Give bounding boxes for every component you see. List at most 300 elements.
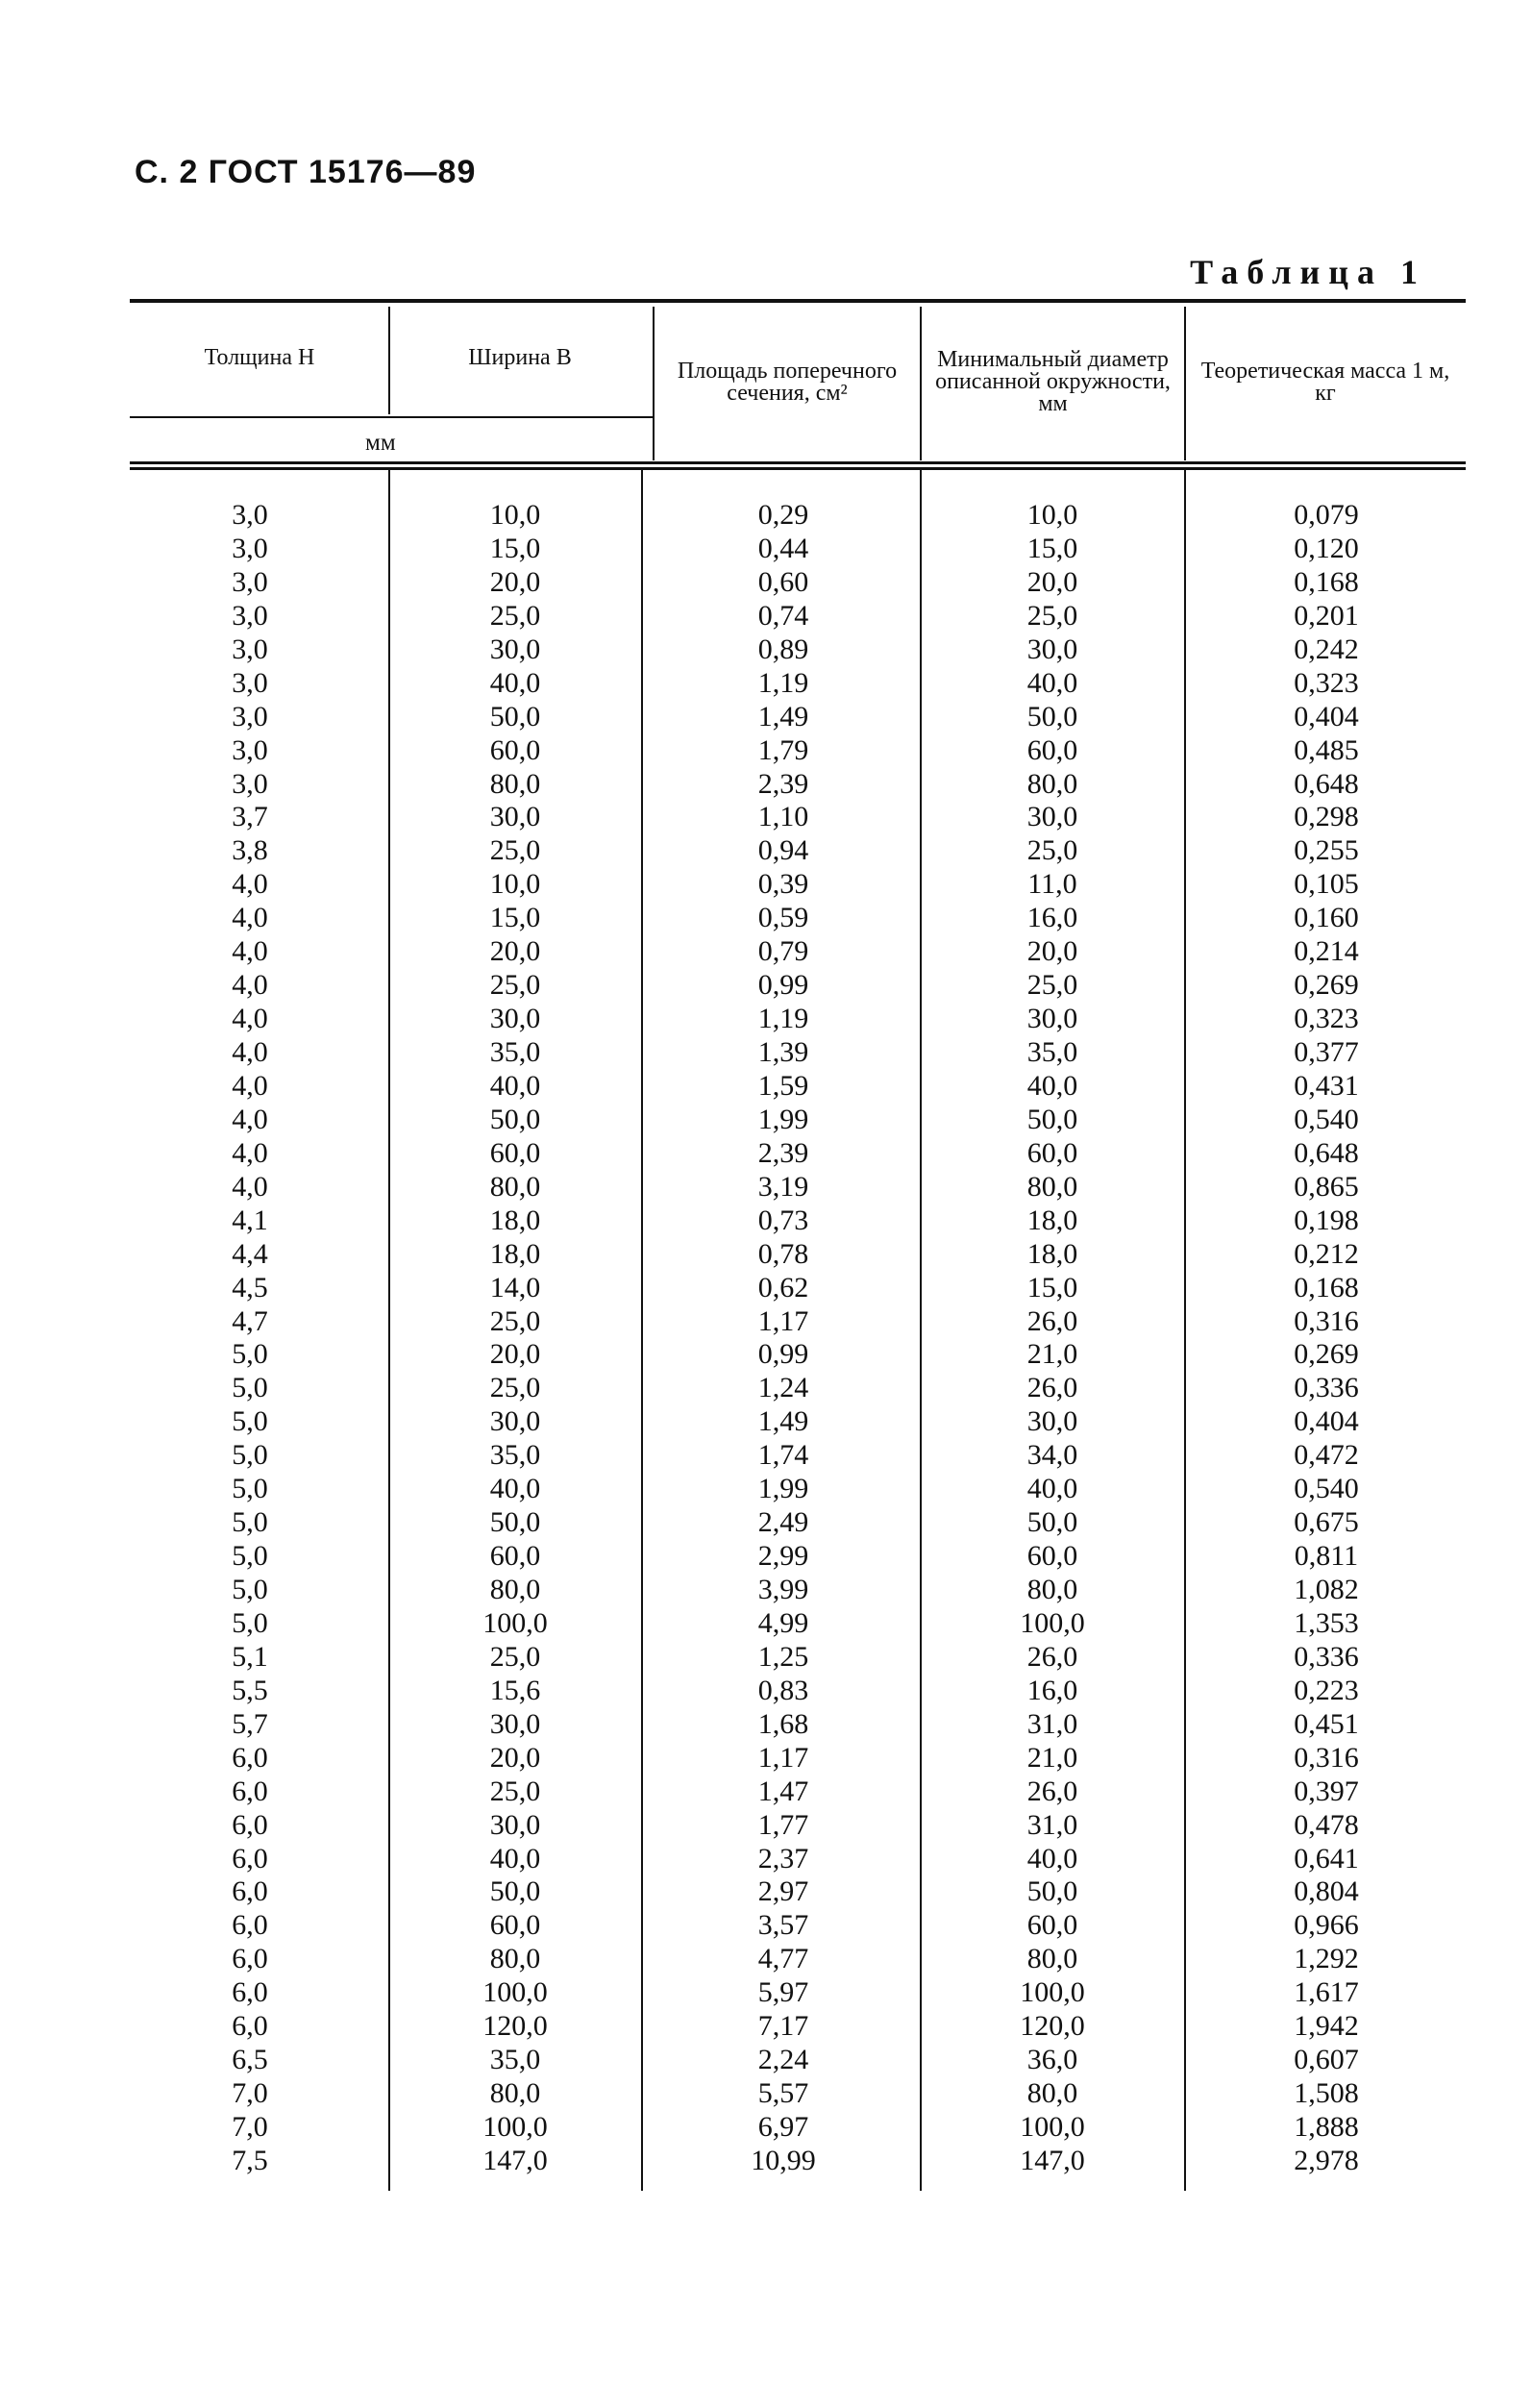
cell-area: 0,99 (757, 1338, 809, 1371)
cell-area: 0,62 (757, 1271, 809, 1303)
table-row (130, 1775, 1466, 1809)
table-row (130, 1272, 1466, 1305)
table-caption: Таблица 1 (1190, 253, 1426, 291)
cell-mass: 0,160 (1294, 902, 1359, 934)
table-row (130, 1171, 1466, 1204)
cell-thickness: 5,0 (232, 1372, 268, 1404)
cell-thickness: 4,7 (232, 1304, 268, 1337)
cell-thickness: 4,0 (232, 868, 268, 901)
table-row (130, 1003, 1466, 1036)
cell-area: 1,49 (757, 1405, 809, 1438)
table-row (130, 2111, 1466, 2145)
cell-thickness: 7,0 (232, 2111, 268, 2143)
cell-width: 100,0 (482, 2111, 548, 2143)
cell-thickness: 3,0 (232, 532, 268, 564)
table-row (130, 701, 1466, 734)
cell-diameter: 30,0 (1026, 1405, 1078, 1438)
cell-mass: 0,397 (1294, 1775, 1359, 1807)
cell-diameter: 21,0 (1026, 1741, 1078, 1774)
cell-width: 25,0 (489, 1372, 541, 1404)
cell-width: 80,0 (489, 2077, 541, 2110)
cell-area: 0,29 (757, 499, 809, 531)
cell-width: 50,0 (489, 700, 541, 732)
cell-thickness: 3,0 (232, 499, 268, 531)
cell-width: 100,0 (482, 1976, 548, 2009)
cell-mass: 0,168 (1294, 565, 1359, 598)
cell-mass: 2,978 (1294, 2144, 1359, 2176)
cell-thickness: 4,0 (232, 935, 268, 968)
table-row (130, 1439, 1466, 1473)
table-row (130, 768, 1466, 802)
cell-diameter: 60,0 (1026, 733, 1078, 766)
cell-area: 1,39 (757, 1036, 809, 1068)
cell-thickness: 3,0 (232, 733, 268, 766)
cell-mass: 0,540 (1294, 1473, 1359, 1505)
cell-mass: 0,675 (1294, 1506, 1359, 1539)
cell-mass: 1,888 (1294, 2111, 1359, 2143)
cell-mass: 0,269 (1294, 969, 1359, 1002)
table-row (130, 1875, 1466, 1909)
cell-diameter: 80,0 (1026, 1574, 1078, 1605)
cell-mass: 0,404 (1294, 1405, 1359, 1438)
cell-thickness: 3,8 (232, 834, 268, 867)
cell-thickness: 4,0 (232, 1069, 268, 1102)
header-divider (1184, 307, 1186, 460)
cell-diameter: 60,0 (1026, 1136, 1078, 1169)
cell-diameter: 30,0 (1026, 633, 1078, 665)
header-mass: Теоретическая масса 1 м, кг (1200, 358, 1450, 406)
cell-area: 10,99 (751, 2144, 816, 2176)
cell-mass: 0,223 (1294, 1674, 1359, 1706)
table-row (130, 1607, 1466, 1641)
cell-diameter: 36,0 (1026, 2044, 1078, 2076)
header-divider (653, 307, 655, 460)
cell-area: 1,24 (757, 1372, 809, 1404)
cell-area: 0,89 (757, 633, 809, 665)
cell-width: 35,0 (489, 2044, 541, 2076)
cell-thickness: 4,0 (232, 902, 268, 934)
cell-thickness: 6,0 (232, 1775, 268, 1807)
table-row (130, 1809, 1466, 1843)
cell-area: 1,19 (757, 1003, 809, 1035)
cell-width: 25,0 (489, 834, 541, 867)
table-row (130, 2010, 1466, 2044)
cell-diameter: 31,0 (1026, 1707, 1078, 1740)
table-row (130, 633, 1466, 667)
cell-area: 4,77 (757, 1943, 809, 1975)
cell-diameter: 25,0 (1026, 834, 1078, 867)
cell-area: 7,17 (757, 2010, 809, 2043)
cell-width: 50,0 (489, 1103, 541, 1135)
table-row (130, 969, 1466, 1003)
cell-mass: 0,298 (1294, 801, 1359, 833)
table-row (130, 2145, 1466, 2178)
cell-diameter: 40,0 (1026, 1473, 1078, 1505)
cell-area: 1,49 (757, 700, 809, 732)
table-row (130, 2044, 1466, 2077)
cell-diameter: 15,0 (1026, 532, 1078, 564)
cell-area: 1,74 (757, 1439, 809, 1472)
cell-area: 4,99 (757, 1606, 809, 1639)
cell-width: 60,0 (489, 733, 541, 766)
cell-diameter: 147,0 (1020, 2144, 1085, 2176)
cell-thickness: 6,0 (232, 1943, 268, 1975)
table-row (130, 1540, 1466, 1574)
cell-width: 35,0 (489, 1439, 541, 1472)
cell-area: 2,24 (757, 2044, 809, 2076)
cell-thickness: 6,0 (232, 1909, 268, 1942)
cell-thickness: 6,0 (232, 1741, 268, 1774)
cell-thickness: 3,0 (232, 633, 268, 665)
cell-mass: 0,804 (1294, 1875, 1359, 1908)
cell-width: 20,0 (489, 1741, 541, 1774)
cell-thickness: 5,0 (232, 1506, 268, 1539)
cell-area: 2,39 (757, 767, 809, 800)
cell-mass: 0,323 (1294, 1003, 1359, 1035)
table-row (130, 1574, 1466, 1607)
cell-mass: 0,472 (1294, 1439, 1359, 1472)
table-row (130, 1909, 1466, 1943)
cell-diameter: 34,0 (1026, 1439, 1078, 1472)
cell-mass: 0,120 (1294, 532, 1359, 564)
cell-mass: 0,198 (1294, 1204, 1359, 1236)
table-row (130, 533, 1466, 566)
table-row (130, 1976, 1466, 2010)
cell-thickness: 5,7 (232, 1707, 268, 1740)
table-row (130, 499, 1466, 533)
cell-width: 20,0 (489, 565, 541, 598)
cell-mass: 0,323 (1294, 666, 1359, 699)
cell-diameter: 10,0 (1026, 499, 1078, 531)
cell-mass: 0,316 (1294, 1741, 1359, 1774)
cell-mass: 0,540 (1294, 1103, 1359, 1135)
header-divider (920, 307, 922, 460)
cell-width: 14,0 (489, 1271, 541, 1303)
table-row (130, 1036, 1466, 1070)
cell-area: 0,83 (757, 1674, 809, 1706)
cell-width: 60,0 (489, 1909, 541, 1942)
cell-width: 25,0 (489, 1775, 541, 1807)
cell-thickness: 3,0 (232, 767, 268, 800)
cell-width: 30,0 (489, 1808, 541, 1841)
cell-mass: 0,316 (1294, 1304, 1359, 1337)
table-header (130, 303, 1466, 461)
cell-mass: 0,404 (1294, 700, 1359, 732)
table-row (130, 566, 1466, 600)
cell-mass: 0,105 (1294, 868, 1359, 901)
cell-width: 18,0 (489, 1204, 541, 1236)
cell-diameter: 18,0 (1026, 1237, 1078, 1270)
cell-width: 10,0 (489, 868, 541, 901)
cell-width: 30,0 (489, 801, 541, 833)
cell-diameter: 80,0 (1026, 2077, 1078, 2110)
cell-thickness: 7,5 (232, 2144, 268, 2176)
header-thickness: Толщина H (204, 345, 315, 370)
table-row (130, 1675, 1466, 1708)
cell-diameter: 21,0 (1026, 1338, 1078, 1371)
cell-thickness: 5,5 (232, 1674, 268, 1706)
cell-mass: 1,082 (1294, 1574, 1359, 1605)
cell-width: 15,0 (489, 532, 541, 564)
cell-thickness: 3,7 (232, 801, 268, 833)
cell-thickness: 4,0 (232, 1170, 268, 1203)
cell-diameter: 26,0 (1026, 1640, 1078, 1673)
cell-mass: 0,811 (1294, 1540, 1359, 1573)
cell-width: 80,0 (489, 1574, 541, 1605)
cell-diameter: 11,0 (1027, 868, 1077, 901)
cell-mass: 0,478 (1294, 1808, 1359, 1841)
header-diameter: Минимальный диаметр описанной окружности, мм (935, 347, 1171, 416)
cell-thickness: 4,0 (232, 1003, 268, 1035)
cell-diameter: 40,0 (1026, 1842, 1078, 1874)
table-row (130, 1708, 1466, 1742)
table-row (130, 1338, 1466, 1372)
cell-mass: 0,648 (1294, 1136, 1359, 1169)
cell-area: 1,68 (757, 1707, 809, 1740)
cell-area: 2,37 (757, 1842, 809, 1874)
cell-diameter: 50,0 (1026, 1103, 1078, 1135)
cell-diameter: 26,0 (1026, 1304, 1078, 1337)
cell-diameter: 60,0 (1026, 1540, 1078, 1573)
cell-thickness: 5,0 (232, 1473, 268, 1505)
cell-area: 0,94 (757, 834, 809, 867)
cell-area: 0,99 (757, 969, 809, 1002)
cell-diameter: 80,0 (1026, 1943, 1078, 1975)
cell-mass: 0,214 (1294, 935, 1359, 968)
table-row (130, 1137, 1466, 1171)
cell-mass: 0,242 (1294, 633, 1359, 665)
cell-width: 40,0 (489, 1473, 541, 1505)
cell-diameter: 15,0 (1026, 1271, 1078, 1303)
cell-width: 80,0 (489, 1943, 541, 1975)
cell-area: 3,99 (757, 1574, 809, 1605)
cell-thickness: 3,0 (232, 599, 268, 632)
table-row (130, 1641, 1466, 1675)
cell-area: 0,44 (757, 532, 809, 564)
cell-area: 1,79 (757, 733, 809, 766)
header-width: Ширина B (468, 345, 572, 370)
cell-thickness: 3,0 (232, 666, 268, 699)
cell-thickness: 5,0 (232, 1405, 268, 1438)
cell-diameter: 40,0 (1026, 1069, 1078, 1102)
cell-diameter: 20,0 (1026, 935, 1078, 968)
cell-mass: 0,966 (1294, 1909, 1359, 1942)
cell-diameter: 26,0 (1026, 1372, 1078, 1404)
cell-area: 0,73 (757, 1204, 809, 1236)
cell-mass: 0,336 (1294, 1372, 1359, 1404)
cell-width: 50,0 (489, 1875, 541, 1908)
cell-diameter: 20,0 (1026, 565, 1078, 598)
cell-thickness: 3,0 (232, 700, 268, 732)
cell-thickness: 5,0 (232, 1574, 268, 1605)
cell-width: 80,0 (489, 1170, 541, 1203)
cell-mass: 0,269 (1294, 1338, 1359, 1371)
cell-width: 15,0 (489, 902, 541, 934)
cell-diameter: 80,0 (1026, 1170, 1078, 1203)
cell-diameter: 50,0 (1026, 1506, 1078, 1539)
cell-width: 10,0 (489, 499, 541, 531)
header-units-rule (130, 416, 654, 418)
cell-width: 25,0 (489, 969, 541, 1002)
cell-mass: 0,168 (1294, 1271, 1359, 1303)
cell-area: 1,99 (757, 1103, 809, 1135)
cell-area: 2,49 (757, 1506, 809, 1539)
table-row (130, 834, 1466, 868)
cell-mass: 0,641 (1294, 1842, 1359, 1874)
table-row (130, 1238, 1466, 1272)
cell-thickness: 5,0 (232, 1338, 268, 1371)
table-row (130, 935, 1466, 969)
cell-area: 2,99 (757, 1540, 809, 1573)
cell-area: 0,60 (757, 565, 809, 598)
header-area: Площадь поперечного сечения, см² (677, 358, 898, 406)
cell-thickness: 5,0 (232, 1606, 268, 1639)
cell-thickness: 6,0 (232, 1842, 268, 1874)
cell-mass: 1,508 (1294, 2077, 1359, 2110)
cell-thickness: 6,0 (232, 1875, 268, 1908)
cell-area: 5,57 (757, 2077, 809, 2110)
cell-area: 0,78 (757, 1237, 809, 1270)
cell-diameter: 100,0 (1020, 1976, 1085, 2009)
cell-thickness: 6,0 (232, 1808, 268, 1841)
cell-diameter: 100,0 (1020, 2111, 1085, 2143)
cell-diameter: 40,0 (1026, 666, 1078, 699)
cell-area: 0,59 (757, 902, 809, 934)
cell-diameter: 120,0 (1020, 2010, 1085, 2043)
cell-mass: 0,212 (1294, 1237, 1359, 1270)
table-row (130, 734, 1466, 768)
cell-diameter: 18,0 (1026, 1204, 1078, 1236)
cell-width: 20,0 (489, 1338, 541, 1371)
cell-mass: 0,451 (1294, 1707, 1359, 1740)
table-row (130, 1104, 1466, 1137)
cell-thickness: 6,0 (232, 2010, 268, 2043)
cell-width: 30,0 (489, 1405, 541, 1438)
table-row (130, 801, 1466, 834)
table-row (130, 1305, 1466, 1339)
cell-width: 147,0 (482, 2144, 548, 2176)
cell-area: 2,97 (757, 1875, 809, 1908)
cell-mass: 1,617 (1294, 1976, 1359, 2009)
cell-thickness: 4,4 (232, 1237, 268, 1270)
header-units-mm: мм (365, 430, 396, 456)
cell-diameter: 26,0 (1026, 1775, 1078, 1807)
cell-width: 60,0 (489, 1540, 541, 1573)
table-row (130, 1405, 1466, 1439)
cell-diameter: 50,0 (1026, 700, 1078, 732)
cell-width: 30,0 (489, 1003, 541, 1035)
cell-area: 1,77 (757, 1808, 809, 1841)
cell-mass: 0,607 (1294, 2044, 1359, 2076)
cell-mass: 1,292 (1294, 1943, 1359, 1975)
cell-area: 6,97 (757, 2111, 809, 2143)
cell-width: 35,0 (489, 1036, 541, 1068)
table-row (130, 902, 1466, 935)
cell-width: 50,0 (489, 1506, 541, 1539)
table-row (130, 600, 1466, 633)
table-row (130, 2077, 1466, 2111)
cell-diameter: 50,0 (1026, 1875, 1078, 1908)
cell-area: 1,10 (757, 801, 809, 833)
cell-width: 120,0 (482, 2010, 548, 2043)
table-row (130, 1943, 1466, 1976)
cell-area: 2,39 (757, 1136, 809, 1169)
cell-area: 0,79 (757, 935, 809, 968)
cell-area: 1,17 (757, 1304, 809, 1337)
page-header: С. 2 ГОСТ 15176—89 (135, 154, 477, 190)
cell-mass: 0,485 (1294, 733, 1359, 766)
cell-thickness: 5,1 (232, 1640, 268, 1673)
cell-area: 1,17 (757, 1741, 809, 1774)
cell-diameter: 35,0 (1026, 1036, 1078, 1068)
cell-width: 25,0 (489, 599, 541, 632)
table-row (130, 1742, 1466, 1775)
table-row (130, 1473, 1466, 1506)
cell-thickness: 6,0 (232, 1976, 268, 2009)
cell-thickness: 4,0 (232, 1103, 268, 1135)
cell-width: 30,0 (489, 633, 541, 665)
cell-thickness: 4,5 (232, 1271, 268, 1303)
cell-thickness: 5,0 (232, 1439, 268, 1472)
cell-width: 15,6 (489, 1674, 541, 1706)
cell-thickness: 4,0 (232, 1136, 268, 1169)
cell-thickness: 6,5 (232, 2044, 268, 2076)
cell-mass: 0,377 (1294, 1036, 1359, 1068)
cell-width: 60,0 (489, 1136, 541, 1169)
cell-diameter: 16,0 (1026, 1674, 1078, 1706)
cell-diameter: 25,0 (1026, 599, 1078, 632)
cell-width: 100,0 (482, 1606, 548, 1639)
cell-area: 1,19 (757, 666, 809, 699)
cell-mass: 0,431 (1294, 1069, 1359, 1102)
cell-thickness: 4,0 (232, 969, 268, 1002)
cell-width: 40,0 (489, 1842, 541, 1874)
cell-area: 3,57 (757, 1909, 809, 1942)
header-bottom-rule (130, 461, 1466, 470)
cell-mass: 0,865 (1294, 1170, 1359, 1203)
table-row (130, 1506, 1466, 1540)
cell-mass: 0,336 (1294, 1640, 1359, 1673)
cell-width: 25,0 (489, 1640, 541, 1673)
cell-mass: 1,942 (1294, 2010, 1359, 2043)
cell-width: 20,0 (489, 935, 541, 968)
table-row (130, 1204, 1466, 1238)
cell-mass: 0,201 (1294, 599, 1359, 632)
cell-area: 1,47 (757, 1775, 809, 1807)
cell-area: 1,59 (757, 1069, 809, 1102)
cell-area: 1,25 (757, 1640, 809, 1673)
cell-width: 80,0 (489, 767, 541, 800)
cell-area: 0,39 (757, 868, 809, 901)
cell-diameter: 80,0 (1026, 767, 1078, 800)
cell-diameter: 16,0 (1026, 902, 1078, 934)
cell-mass: 0,648 (1294, 767, 1359, 800)
cell-diameter: 31,0 (1026, 1808, 1078, 1841)
cell-thickness: 5,0 (232, 1540, 268, 1573)
cell-width: 40,0 (489, 666, 541, 699)
cell-diameter: 25,0 (1026, 969, 1078, 1002)
table-rows (130, 499, 1466, 2178)
cell-thickness: 4,1 (232, 1204, 268, 1236)
cell-width: 30,0 (489, 1707, 541, 1740)
cell-area: 5,97 (757, 1976, 809, 2009)
cell-width: 25,0 (489, 1304, 541, 1337)
cell-thickness: 7,0 (232, 2077, 268, 2110)
cell-thickness: 3,0 (232, 565, 268, 598)
cell-diameter: 100,0 (1020, 1606, 1085, 1639)
table-row (130, 667, 1466, 701)
cell-thickness: 4,0 (232, 1036, 268, 1068)
